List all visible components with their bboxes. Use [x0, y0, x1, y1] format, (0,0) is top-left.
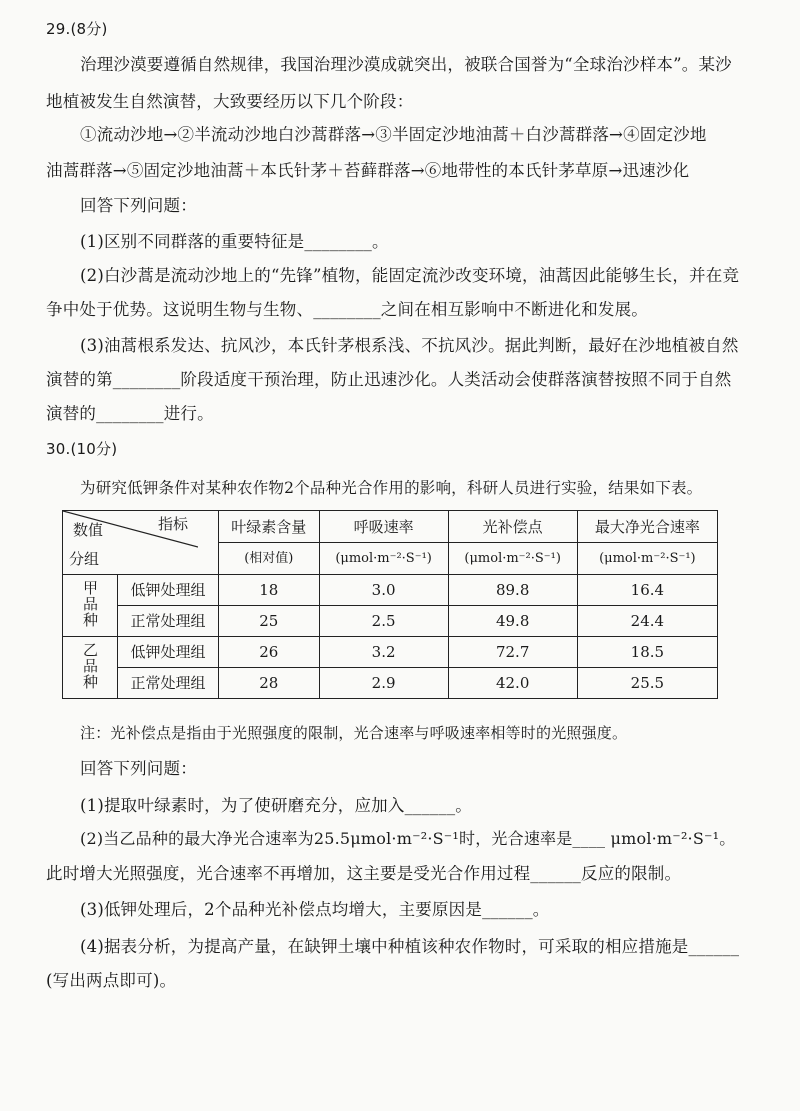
- q30-intro: 为研究低钾条件对某种农作物2个品种光合作用的影响，科研人员进行实验，结果如下表。: [80, 479, 703, 497]
- table-cell: 28: [219, 668, 320, 699]
- q30-sub4-line2: (写出两点即可)。: [46, 971, 177, 990]
- col-header-respiration: 呼吸速率: [319, 511, 448, 543]
- col-unit-respiration: (μmol·m⁻²·S⁻¹): [319, 543, 448, 575]
- table-cell: 89.8: [448, 575, 577, 606]
- q29-sub3-line3: 演替的________进行。: [46, 404, 214, 423]
- table-cell: 42.0: [448, 668, 577, 699]
- table-cell: 26: [219, 637, 320, 668]
- table-cell: 18.5: [577, 637, 717, 668]
- q30-sub4-line1: (4)据表分析，为提高产量，在缺钾土壤中种植该种农作物时，可采取的相应措施是______: [80, 937, 740, 956]
- q29-intro-line2: 地植被发生自然演替，大致要经历以下几个阶段：: [46, 92, 414, 111]
- group-label-yi: 乙品种: [63, 637, 118, 699]
- table-cell: 16.4: [577, 575, 717, 606]
- treatment-label: 正常处理组: [118, 668, 219, 699]
- table-cell: 2.9: [319, 668, 448, 699]
- q30-note: 注：光补偿点是指由于光照强度的限制，光合速率与呼吸速率相等时的光照强度。: [80, 724, 628, 742]
- q29-sub3-line1: (3)油蒿根系发达、抗风沙，本氏针茅根系浅、不抗风沙。据此判断，最好在沙地植被自然: [80, 336, 739, 355]
- group-label-jia: 甲品种: [63, 575, 118, 637]
- col-unit-max-net: (μmol·m⁻²·S⁻¹): [577, 543, 717, 575]
- q30-sub3: (3)低钾处理后，2个品种光补偿点均增大，主要原因是______。: [80, 900, 550, 919]
- corner-label-group: 分组: [69, 550, 100, 568]
- results-table: [62, 510, 718, 699]
- col-unit-chlorophyll: (相对值): [219, 543, 320, 575]
- q29-stages-line1: ①流动沙地→②半流动沙地白沙蒿群落→③半固定沙地油蒿＋白沙蒿群落→④固定沙地: [80, 125, 707, 144]
- treatment-label: 正常处理组: [118, 606, 219, 637]
- q30-sub1: (1)提取叶绿素时，为了使研磨充分，应加入______。: [80, 796, 472, 815]
- treatment-label: 低钾处理组: [118, 575, 219, 606]
- col-header-max-net: 最大净光合速率: [577, 511, 717, 543]
- table-cell: 24.4: [577, 606, 717, 637]
- q29-prompt: 回答下列问题：: [80, 196, 197, 215]
- q30-sub2-line1: (2)当乙品种的最大净光合速率为25.5μmol·m⁻²·S⁻¹时，光合速率是____ μmol·m⁻²·S⁻¹。: [80, 829, 736, 848]
- q29-number: 29.(8分): [46, 20, 108, 38]
- col-header-chlorophyll: 叶绿素含量: [219, 511, 320, 543]
- q29-sub2-line1: (2)白沙蒿是流动沙地上的“先锋”植物，能固定流沙改变环境，油蒿因此能够生长，并在竞: [80, 266, 740, 285]
- table-cell: 72.7: [448, 637, 577, 668]
- q29-sub3-line2: 演替的第________阶段适度干预治理，防止迅速沙化。人类活动会使群落演替按照不同于自然: [46, 370, 732, 389]
- col-header-compensation: 光补偿点: [448, 511, 577, 543]
- q30-sub2-line2: 此时增大光照强度，光合速率不再增加，这主要是受光合作用过程______反应的限制。: [46, 864, 682, 883]
- q29-sub2-line2: 争中处于优势。这说明生物与生物、________之间在相互影响中不断进化和发展。: [46, 300, 648, 319]
- table-cell: 49.8: [448, 606, 577, 637]
- q29-sub1: (1)区别不同群落的重要特征是________。: [80, 232, 389, 251]
- table-cell: 18: [219, 575, 320, 606]
- q30-prompt: 回答下列问题：: [80, 759, 197, 778]
- corner-label-value: 数值: [73, 521, 104, 539]
- table-corner-header: [63, 511, 219, 575]
- table-cell: 25: [219, 606, 320, 637]
- table-cell: 25.5: [577, 668, 717, 699]
- table-cell: 3.0: [319, 575, 448, 606]
- q29-stages-line2: 油蒿群落→⑤固定沙地油蒿＋本氏针茅＋苔藓群落→⑥地带性的本氏针茅草原→迅速沙化: [46, 161, 690, 180]
- col-unit-compensation: (μmol·m⁻²·S⁻¹): [448, 543, 577, 575]
- q29-intro-line1: 治理沙漠要遵循自然规律，我国治理沙漠成就突出，被联合国誉为“全球治沙样本”。某沙: [80, 55, 732, 74]
- table-cell: 2.5: [319, 606, 448, 637]
- treatment-label: 低钾处理组: [118, 637, 219, 668]
- q30-number: 30.(10分): [46, 440, 118, 458]
- table-cell: 3.2: [319, 637, 448, 668]
- corner-label-indicator: 指标: [157, 515, 188, 533]
